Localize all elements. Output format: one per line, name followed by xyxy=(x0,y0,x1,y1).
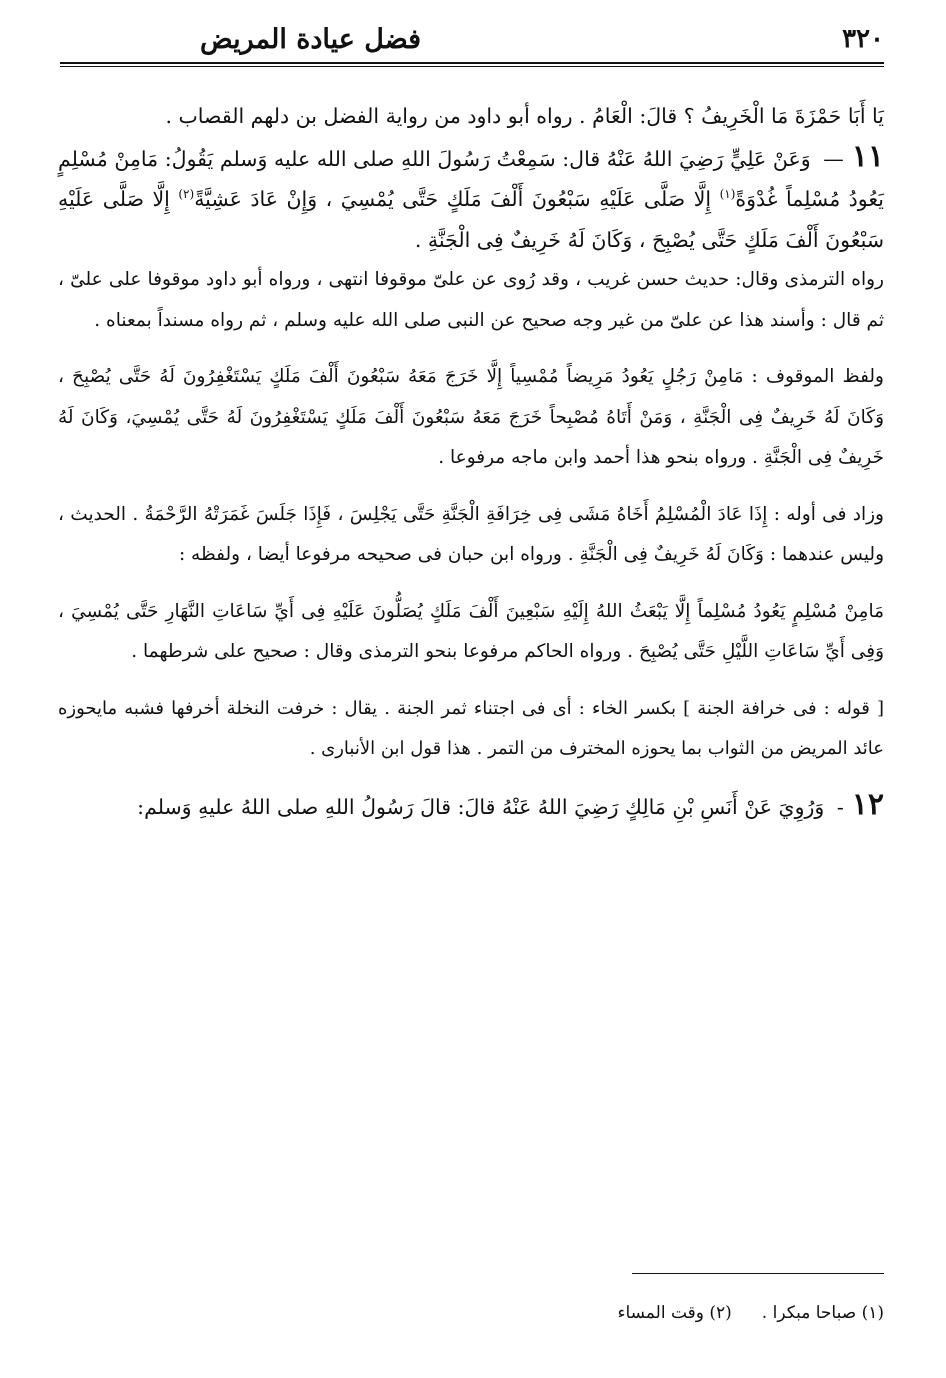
footnote-rule xyxy=(632,1273,884,1274)
commentary-paragraph: وزاد فى أوله : إِذَا عَادَ الْمُسْلِمُ أَخَاهُ مَشَى فِى خِرَافَةِ الْجَنَّةِ حَتَّى يَجْلِسَ ، فَإِذَا جَلَسَ غَمَرَتْهُ الرَّحْمَةُ . الحديث ، وليس عندهما : وَكَانَ لَهُ خَرِيفٌ فِى الْجَنَّةِ . ورواه ابن حبان فى صحيحه مرفوعا أيضا ، ولفظه : xyxy=(58,503,884,565)
hadith-text: وَرُوِيَ عَنْ أَنَسِ بْنِ مَالِكٍ رَضِيَ اللهُ عَنْهُ قالَ: قالَ رَسُولُ اللهِ صلى اللهُ عليهِ وَسلم: xyxy=(137,794,825,819)
hadith-dash: - xyxy=(836,794,844,819)
page-header xyxy=(60,18,884,60)
hadith-dash: — xyxy=(823,146,844,171)
hadith-text: وَعَنْ عَلِيٍّ رَضِيَ اللهُ عَنْهُ قال: سَمِعْتُ رَسُولَ اللهِ صلى الله عليه وَسلم يَقُولُ: مَامِنْ مُسْلِمٍ يَعُودُ مُسْلِماً غُدْوَةً xyxy=(58,146,884,211)
explanatory-note: [ قوله : فى خرافة الجنة ] بكسر الخاء : أى فى اجتناء ثمر الجنة . يقال : خرفت النخلة أخرفها فشبه مايحوزه عائد المريض من الثواب بما يحوزه المخترف من التمر . هذا قول ابن الأنبارى . xyxy=(58,697,884,759)
footnote-1: (١) صباحا مبكرا . xyxy=(761,1303,884,1323)
commentary-paragraph: رواه الترمذى وقال: حديث حسن غريب ، وقد رُوى عن علىّ موقوفا انتهى ، ورواه أبو داود موقوفا على علىّ ، ثم قال : وأسند هذا عن علىّ من غير وجه صحيح عن النبى صلى الله عليه وسلم ، ثم رواه مسنداً بمعناه . xyxy=(58,269,884,331)
hadith-text: إِلَّا صَلَّى عَلَيْهِ سَبْعُونَ أَلْفَ مَلَكٍ حَتَّى يُصْبِحَ ، وَكَانَ لَهُ خَرِيفٌ فِى الْجَنَّةِ . xyxy=(58,187,884,252)
page-number: ٣٢٠ xyxy=(842,24,884,54)
hadith-text: إِلَّا صَلَّى عَلَيْهِ سَبْعُونَ أَلْفَ مَلَكٍ حَتَّى يُمْسِيَ ، وَإِنْ عَادَ عَشِيَّةً xyxy=(194,187,720,211)
commentary-paragraph: ولفظ الموقوف : مَامِنْ رَجُلٍ يَعُودُ مَرِيضاً مُمْسِياً إِلَّا خَرَجَ مَعَهُ سَبْعُونَ أَلْفَ مَلَكٍ يَسْتَغْفِرُونَ لَهُ حَتَّى يُصْبِحَ ، وَكَانَ لَهُ خَرِيفٌ فِى الْجَنَّةِ ، وَمَنْ أَتَاهُ مُصْبِحاً خَرَجَ مَعَهُ سَبْعُونَ أَلْفَ مَلَكٍ يَسْتَغْفِرُونَ لَهُ حَتَّى يُمْسِيَ، وَكَانَ لَهُ خَرِيفٌ فِى الْجَنَّةِ . ورواه بنحو هذا أحمد وابن ماجه مرفوعا . xyxy=(58,366,884,468)
header-rule xyxy=(60,62,884,67)
hadith-quote-paragraph: مَامِنْ مُسْلِمٍ يَعُودُ مُسْلِماً إِلَّا يَبْعَثُ اللهُ إِلَيْهِ سَبْعِينَ أَلْفَ مَلَكٍ يُصَلُّونَ عَلَيْهِ فِى أَيِّ سَاعَاتِ النَّهَارِ حَتَّى يُمْسِيَ ، وَفِى أَيِّ سَاعَاتِ اللَّيْلِ حَتَّى يُصْبِحَ . ورواه الحاكم مرفوعا بنحو الترمذى وقال : صحيح على شرطهما . xyxy=(58,600,884,662)
hadith-number: ١١ xyxy=(851,138,884,174)
footnote-ref-1: (١) xyxy=(719,187,736,202)
hadith-11 xyxy=(58,137,884,261)
footnote-2: (٢) وقت المساء xyxy=(617,1303,732,1323)
footnotes xyxy=(60,1298,884,1328)
page-body xyxy=(58,96,884,827)
hadith-12 xyxy=(58,785,884,828)
running-title: فضل عيادة المريض xyxy=(200,23,422,55)
footnote-ref-2: (٢) xyxy=(178,187,195,202)
hadith-number: ١٢ xyxy=(851,786,884,822)
paragraph-continuation: يَا أَبَا حَمْزَةَ مَا الْخَرِيفُ ؟ قالَ: الْعَامُ . رواه أبو داود من رواية الفضل بن دلهم القصاب . xyxy=(165,104,884,128)
